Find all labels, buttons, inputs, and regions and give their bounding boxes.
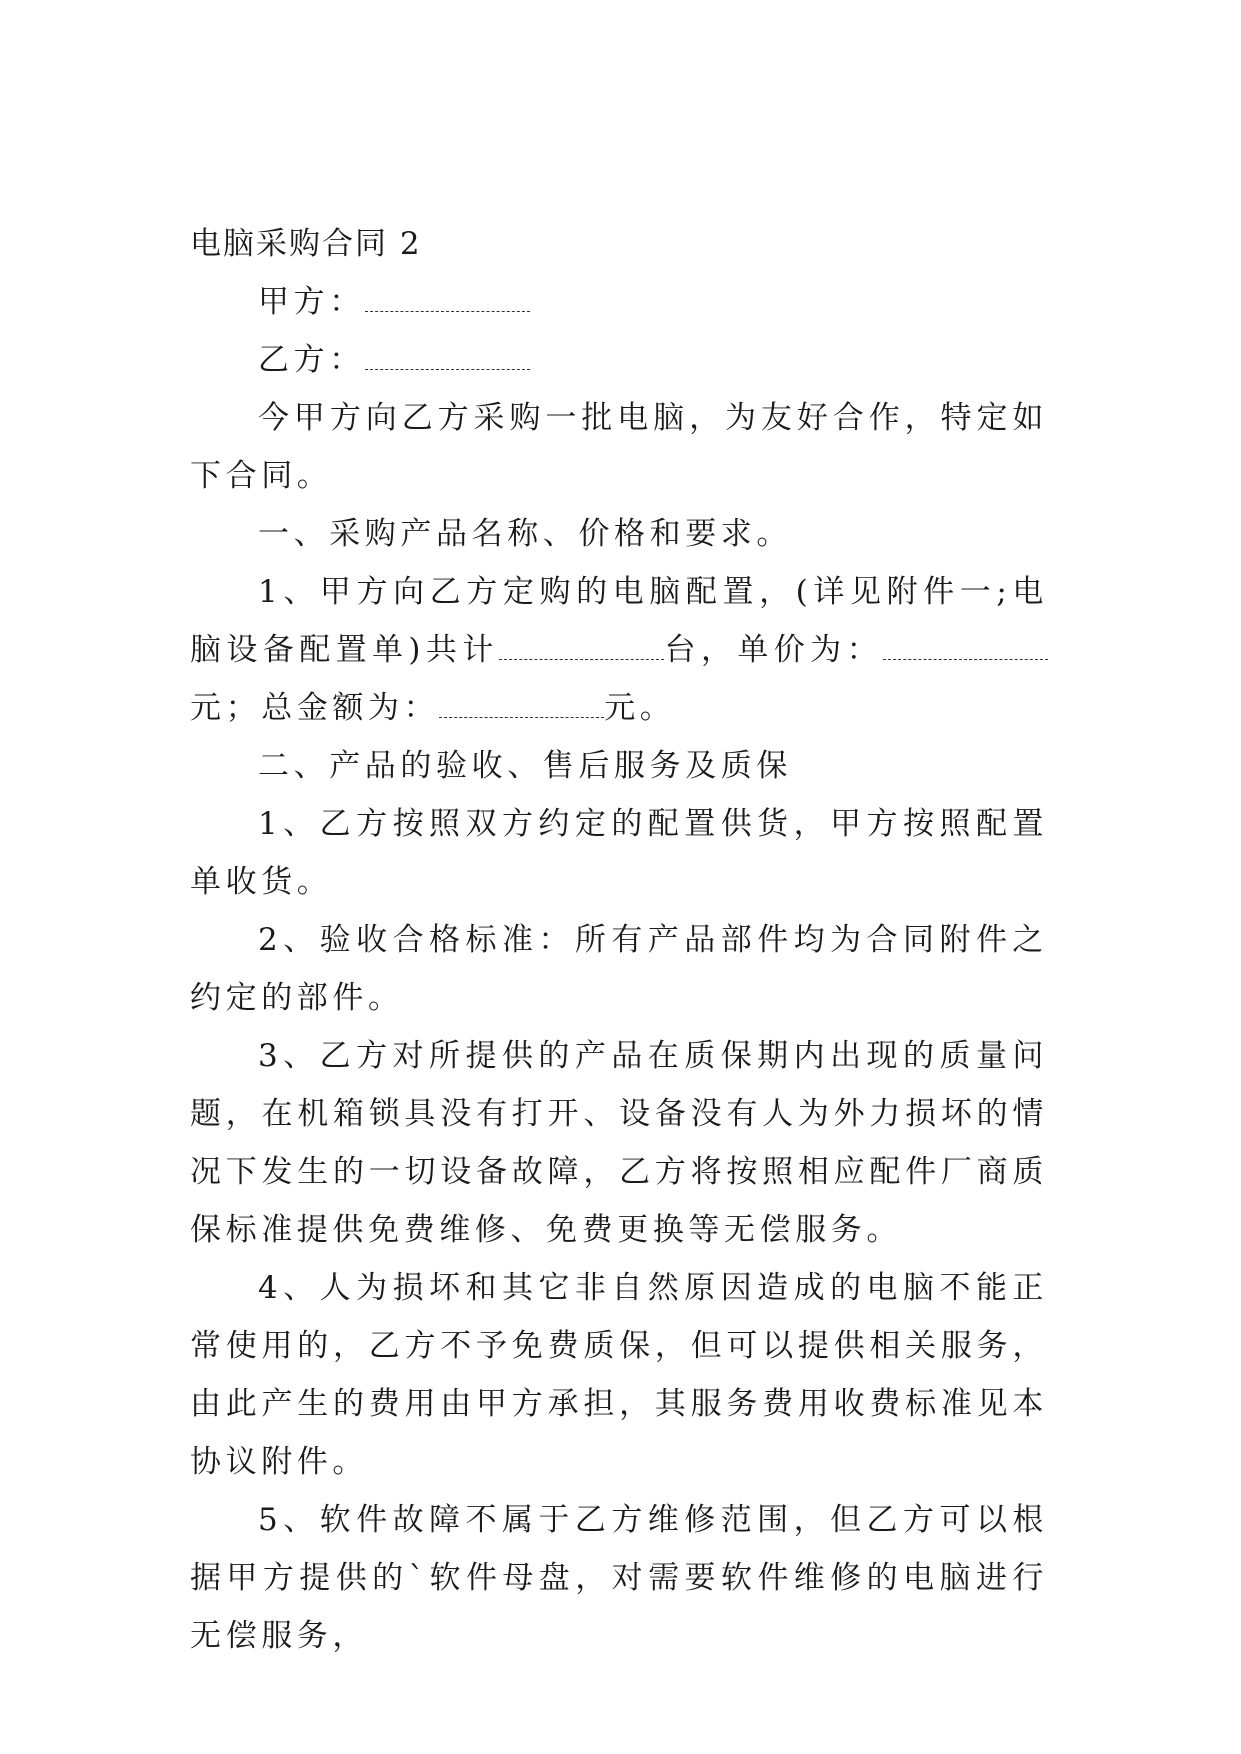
party-a-label: 甲方： [258,284,365,320]
section2-heading: 二、产品的验收、售后服务及质保 [258,748,792,784]
party-a-blank [365,285,530,312]
quantity-blank [499,633,664,660]
section2-item2: 2、验收合格标准：所有产品部件均为合同附件之约定的部件。 [190,922,1048,1016]
party-b-label: 乙方： [258,342,365,378]
total-amount-blank [439,691,604,718]
party-b-blank [365,343,530,370]
intro-paragraph: 今甲方向乙方采购一批电脑，为友好合作，特定如下合同。 [190,400,1048,494]
document-body [190,215,1048,1665]
section1-heading: 一、采购产品名称、价格和要求。 [258,516,792,552]
section1-item1-part3: 元；总金额为： [190,690,440,726]
section1-item1-part1: 1、甲方向乙方定购的电脑配置，(详见附件一;电脑设备配置单)共计 [190,574,1048,668]
party-a-line [190,273,1048,331]
section2-item3: 3、乙方对所提供的产品在质保期内出现的质量问题，在机箱锁具没有打开、设备没有人为外力损坏的情况下发生的一切设备故障，乙方将按照相应配件厂商质保标准提供免费维修、免费更换等无偿服务。 [190,1038,1048,1248]
section2-item1: 1、乙方按照双方约定的配置供货，甲方按照配置单收货。 [190,806,1048,900]
section2-item5: 5、软件故障不属于乙方维修范围，但乙方可以根据甲方提供的`软件母盘，对需要软件维修的电脑进行无偿服务， [190,1502,1048,1654]
section1-item1 [190,563,1048,737]
unit-price-blank [883,633,1048,660]
document-title: 电脑采购合同 2 [190,226,422,262]
section1-item1-part2: 台，单价为： [663,632,883,668]
section1-item1-part4: 元。 [604,690,676,726]
party-b-line [190,331,1048,389]
section2-item4: 4、人为损坏和其它非自然原因造成的电脑不能正常使用的，乙方不予免费质保，但可以提供相关服务，由此产生的费用由甲方承担，其服务费用收费标准见本协议附件。 [190,1270,1048,1480]
